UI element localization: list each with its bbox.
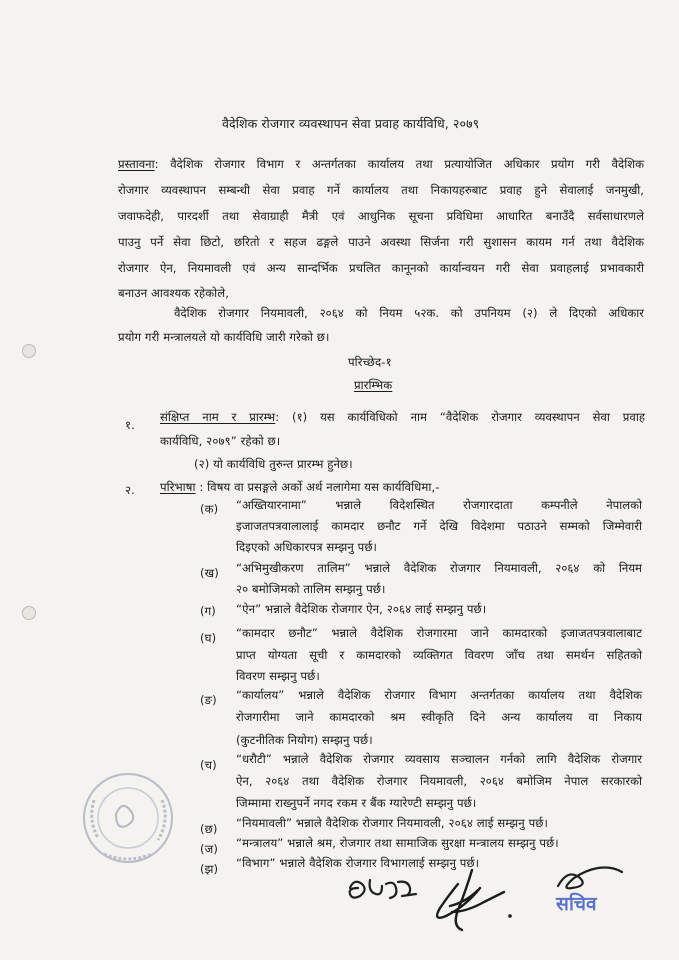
document-title: वैदेशिक रोजगार व्यवस्थापन सेवा प्रवाह कार्यविधि, २०७९ — [222, 116, 480, 131]
section-number: २. — [125, 483, 135, 497]
definition-line: (कुटनीतिक नियोग) सम्झनु पर्छ। — [236, 733, 373, 747]
preamble-line: रोजगार व्यवस्थापन सम्बन्धी सेवा प्रवाह गर्ने कार्यालय तथा निकायहरुबाट प्रवाह हुने सेवालाई जनमुखी, — [118, 183, 644, 197]
definition-marker: (झ) — [200, 862, 219, 876]
definition-line: “ऐन” भन्नाले वैदेशिक रोजगार ऐन, २०६४ लाई सम्झनु पर्छ। — [236, 602, 487, 616]
definition-line: “अख्तियारनामा” भन्नाले विदेशस्थित रोजगारदाता कम्पनीले नेपालको — [236, 498, 642, 512]
definition-line: जिम्मामा राख्नुपर्ने नगद रकम र बैंक ग्यारेण्टी सम्झनु पर्छ। — [236, 796, 477, 810]
definition-line: विवरण सम्झनु पर्छ। — [236, 669, 320, 683]
signature-scrawl — [428, 866, 518, 938]
section-line — [160, 480, 440, 494]
punch-hole-top — [22, 344, 36, 358]
preamble-line: बनाउन आवश्यक रहेकोले, — [118, 286, 230, 300]
definition-marker: (ख) — [200, 566, 219, 580]
section-line — [160, 410, 645, 424]
section-line: कार्यविधि, २०७९” रहेको छ। — [160, 434, 281, 448]
definition-line: ऐन, २०६४ तथा वैदेशिक रोजगार नियमावली, २०६४ बमोजिम नेपाल सरकारको — [236, 774, 642, 788]
section-line: (२) यो कार्यविधि तुरुन्त प्रारम्भ हुनेछ। — [194, 457, 353, 471]
punch-hole-bottom — [22, 606, 36, 620]
definition-line: “नियमावली” भन्नाले वैदेशिक रोजगार नियमावली, २०६४ लाई सम्झनु पर्छ। — [236, 816, 549, 830]
definition-line: प्राप्त योग्यता सूची र कामदारको व्यक्तिगत विवरण जाँच तथा समर्थन सहितको — [236, 648, 642, 662]
preamble-line: जवाफदेही, पारदर्शी तथा सेवाग्राही मैत्री एवं आधुनिक सूचना प्रविधिमा आधारित बनाउँदै सर्वसाधारणले — [118, 209, 644, 223]
definition-line: रोजगारीमा जाने कामदारको श्रम स्वीकृति दिने अन्य कार्यालय वा निकाय — [236, 710, 642, 724]
definition-marker: (ङ) — [200, 693, 217, 707]
definition-marker: (ग) — [200, 604, 216, 618]
definition-line: २० बमोजिमको तालिम सम्झनु पर्छ। — [236, 582, 386, 596]
definition-marker: (च) — [200, 758, 217, 772]
definition-marker: (ज) — [200, 842, 218, 856]
definition-line: “कामदार छनौट” भन्नाले वैदेशिक रोजगारमा जाने कामदारको इजाजतपत्रवालाबाट — [236, 626, 642, 640]
definition-marker: (घ) — [200, 631, 217, 645]
definition-line: “अभिमुखीकरण तालिम” भन्नाले वैदेशिक रोजगार नियमावली, २०६४ को नियम — [236, 561, 642, 575]
preamble-line: प्रयोग गरी मन्त्रालयले यो कार्यविधि जारी गरेको छ। — [118, 330, 330, 344]
chapter-number: परिच्छेद-१ — [348, 355, 392, 369]
office-seal-stamp — [80, 770, 176, 866]
definition-marker: (छ) — [200, 822, 218, 836]
section-text: : (१) यस कार्यविधिको नाम “वैदेशिक रोजगार व्यवस्थापन सेवा प्रवाह — [275, 410, 645, 424]
preamble-line: रोजगार ऐन, नियमावली एवं अन्य सान्दर्भिक प्रचलित कानूनको कार्यान्वयन गरी सेवा प्रवाहलाई प्रभावकारी — [118, 261, 644, 275]
section-text: : विषय वा प्रसङ्गले अर्को अर्थ नलागेमा यस कार्यविधिमा,- — [199, 480, 440, 494]
section-number: १. — [125, 418, 135, 432]
preamble-line: वैदेशिक रोजगार नियमावली, २०६४ को नियम ५२क. को उपनियम (२) ले दिएको अधिकार — [174, 306, 644, 320]
preamble-line: पाउनु पर्ने सेवा छिटो, छरितो र सहज ढङ्गले पाउने अवस्था सिर्जना गरी सुशासन कायम गर्न तथा वैदेशिक — [118, 235, 644, 249]
definition-line: “विभाग” भन्नाले वैदेशिक रोजगार विभागलाई सम्झनु पर्छ। — [236, 856, 480, 870]
chapter-title: प्रारम्भिक — [354, 378, 393, 392]
definition-line: दिइएको अधिकारपत्र सम्झनु पर्छ। — [236, 540, 378, 554]
definition-line: “कार्यालय” भन्नाले वैदेशिक रोजगार विभाग अन्तर्गतका कार्यालय तथा वैदेशिक — [236, 688, 642, 702]
definition-line: इजाजतपत्रवालालाई कामदार छनौट गर्ने देखि विदेशमा पठाउने सम्मको जिम्मेवारी — [236, 519, 642, 533]
initial-signature — [344, 872, 418, 912]
preamble-line — [118, 157, 644, 171]
secretary-stamp-text: सचिव — [556, 893, 597, 915]
definition-marker: (क) — [200, 502, 219, 516]
preamble-label: प्रस्तावना — [118, 157, 155, 171]
preamble-text: : वैदेशिक रोजगार विभाग र अन्तर्गतका कार्यालय तथा प्रत्यायोजित अधिकार प्रयोग गरी वैदेशिक — [154, 157, 644, 171]
definition-line: “मन्त्रालय” भन्नाले श्रम, रोजगार तथा सामाजिक सुरक्षा मन्त्रालय सम्झनु पर्छ। — [236, 836, 559, 850]
section-heading: परिभाषा — [160, 480, 196, 494]
definition-line: “धरौटी” भन्नाले वैदेशिक रोजगार व्यवसाय सञ्चालन गर्नको लागि वैदेशिक रोजगार — [236, 752, 642, 766]
section-heading: संक्षिप्त नाम र प्रारम्भ — [160, 410, 276, 424]
